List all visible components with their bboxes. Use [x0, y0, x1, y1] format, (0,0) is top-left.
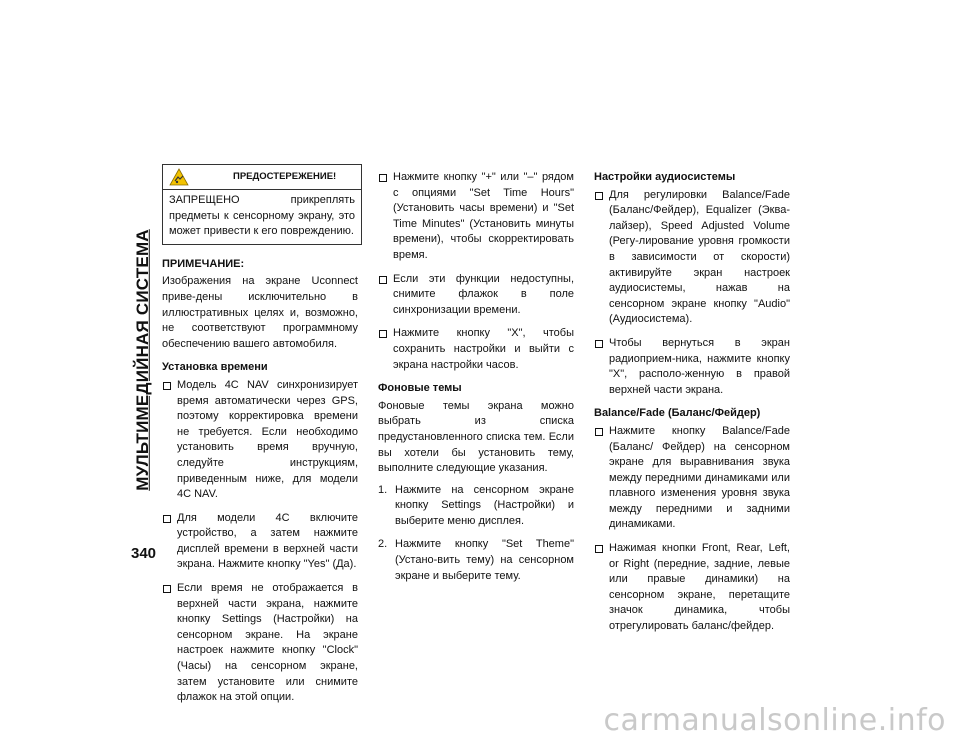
- section-title: [128, 170, 158, 550]
- watermark: carmanualsonline.info: [603, 703, 946, 738]
- warning-text: ЗАПРЕЩЕНО прикреплять предметы к сенсорному экрану, это может привести к его повреждению.: [169, 194, 355, 238]
- time-heading: Установка времени: [162, 361, 268, 374]
- column-3: [594, 170, 790, 643]
- list-item: Нажмите кнопку "+" или "–" рядом с опциями "Set Time Hours" (Установить часы времени) и "Set Time Minutes" (Установить минуты времени), чтобы скорректировать время.: [378, 170, 574, 264]
- list-item: Чтобы вернуться в экран радиоприем-ника, нажмите кнопку "X", располо-женную в правой верхней части экрана.: [594, 336, 790, 398]
- audio-heading: Настройки аудиосистемы: [594, 171, 736, 183]
- note-text: Изображения на экране Uconnect приве-дены исключительно в иллюстративных целях и, возможно, не соответствуют программному обеспечению вашего автомобиля.: [162, 275, 358, 350]
- list-item: Нажмите кнопку Balance/Fade (Баланс/ Фейдер) на сенсорном экране для выравнивания звука между передними динамиками или плавного изменения уровня звука между передними и задними динамиками.: [594, 424, 790, 533]
- themes-text: Фоновые темы экрана можно выбрать из списка предустановленного списка тем. Если вы хотели бы установить тему, выполните следующие указания.: [378, 399, 574, 475]
- warning-triangle-icon: [169, 167, 189, 187]
- themes-heading: Фоновые темы: [378, 382, 462, 395]
- warning-box: [162, 164, 362, 245]
- list-item: Модель 4C NAV синхронизирует время автоматически через GPS, поэтому корректировка времени не требуется. Если необходимо установить время вручную, следуйте инструкциям, приведенным ниже, для модели 4C NAV.: [162, 378, 358, 503]
- list-item: [378, 537, 574, 584]
- note-heading: ПРИМЕЧАНИЕ:: [162, 257, 245, 270]
- balance-list: [594, 424, 790, 635]
- list-item: Для регулировки Balance/Fade (Баланс/Фейдер), Equalizer (Эква-лайзер), Speed Adjusted Volume (Регу-лирование уровня громкости в зависимости от скорости) активируйте экран настроек аудиосистемы, нажав на сенсорном экране кнопку "Audio" (Аудиосистема).: [594, 188, 790, 328]
- page-number: 340: [131, 545, 157, 562]
- themes-steps: [378, 483, 574, 585]
- column-2: [378, 170, 574, 592]
- balance-heading: Balance/Fade (Баланс/Фейдер): [594, 407, 761, 420]
- step-number: 2.: [378, 538, 388, 551]
- time-list-continued: [378, 170, 574, 373]
- list-item: Нажимая кнопки Front, Rear, Left, or Right (передние, задние, левые или правые динамики) на сенсорном экране, перетащите значок динамика, чтобы отрегулировать баланс/фейдер.: [594, 541, 790, 635]
- step-text: Нажмите на сенсорном экране кнопку Settings (Настройки) и выберите меню дисплея.: [395, 483, 574, 527]
- list-item: Если эти функции недоступны, снимите флажок в поле синхронизации времени.: [378, 272, 574, 319]
- step-text: Нажмите кнопку "Set Theme" (Устано-вить тему) на сенсорном экране и выберите тему.: [395, 538, 574, 582]
- step-number: 1.: [378, 483, 388, 496]
- time-list: [162, 378, 358, 706]
- audio-list: [594, 188, 790, 399]
- list-item: Если время не отображается в верхней части экрана, нажмите кнопку Settings (Настройки) на сенсорном экране. На экране настроек нажмите кнопку "Clock" (Часы) на сенсорном экране, затем установите или снимите флажок на этой опции.: [162, 581, 358, 706]
- warning-header: [163, 165, 361, 190]
- warning-title: ПРЕДОСТЕРЕЖЕНИЕ!: [233, 171, 337, 183]
- list-item: Для модели 4C включите устройство, а затем нажмите дисплей времени в верхней части экрана. Нажмите кнопку "Yes" (Да).: [162, 511, 358, 573]
- column-1: [162, 164, 358, 714]
- list-item: [378, 483, 574, 530]
- section-title-text: МУЛЬТИМЕДИЙНАЯ СИСТЕМА: [133, 229, 153, 491]
- list-item: Нажмите кнопку "X", чтобы сохранить настройки и выйти с экрана настройки часов.: [378, 326, 574, 373]
